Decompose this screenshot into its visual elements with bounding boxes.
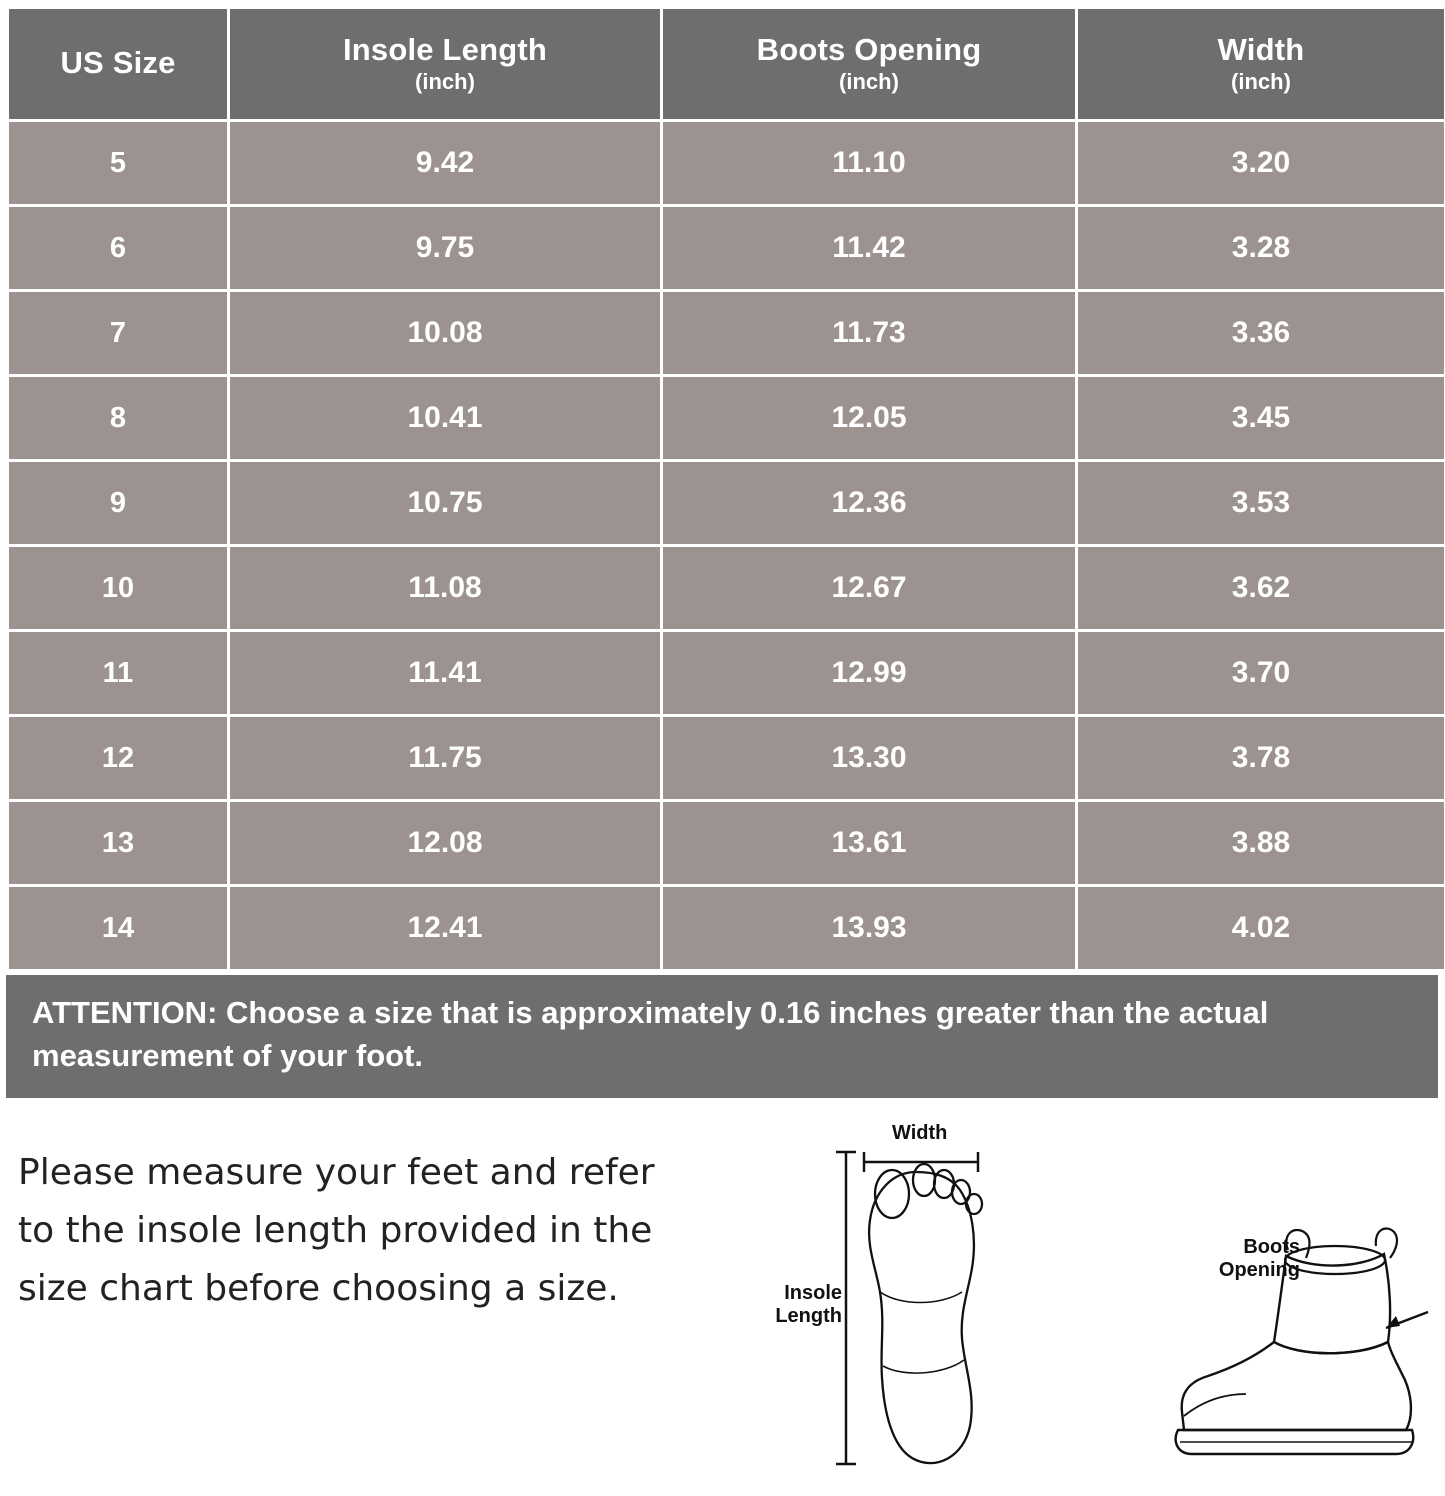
cell-boots-opening: 13.93 <box>663 887 1075 969</box>
table-row <box>9 377 1444 459</box>
cell-insole-length: 9.42 <box>230 122 660 204</box>
cell-width: 3.28 <box>1078 207 1444 289</box>
table-row <box>9 887 1444 969</box>
table-row <box>9 802 1444 884</box>
insole-length-label-line1: Insole <box>784 1281 842 1304</box>
column-header-title: Boots Opening <box>756 31 982 67</box>
cell-width: 3.36 <box>1078 292 1444 374</box>
cell-us-size: 10 <box>9 547 227 629</box>
cell-us-size: 12 <box>9 717 227 799</box>
cell-boots-opening: 12.36 <box>663 462 1075 544</box>
cell-us-size: 9 <box>9 462 227 544</box>
cell-insole-length: 9.75 <box>230 207 660 289</box>
cell-width: 3.53 <box>1078 462 1444 544</box>
bottom-section <box>0 1116 1445 1496</box>
column-header-width <box>1078 9 1444 119</box>
cell-width: 3.78 <box>1078 717 1444 799</box>
cell-width: 4.02 <box>1078 887 1444 969</box>
column-header-title: Width <box>1217 31 1305 67</box>
table-row <box>9 632 1444 714</box>
cell-insole-length: 10.75 <box>230 462 660 544</box>
size-chart-page <box>0 6 1445 1496</box>
cell-width: 3.88 <box>1078 802 1444 884</box>
cell-insole-length: 10.41 <box>230 377 660 459</box>
table-row <box>9 547 1444 629</box>
cell-insole-length: 11.08 <box>230 547 660 629</box>
table-header-row <box>9 9 1444 119</box>
cell-boots-opening: 11.42 <box>663 207 1075 289</box>
width-label: Width <box>892 1121 948 1144</box>
column-header-us-size <box>9 9 227 119</box>
cell-width: 3.45 <box>1078 377 1444 459</box>
table-header <box>9 9 1444 119</box>
insole-length-label-line2: Length <box>775 1304 842 1327</box>
table-body <box>9 122 1444 969</box>
attention-banner: ATTENTION: Choose a size that is approximately 0.16 inches greater than the actual measurement of your foot. <box>6 975 1438 1098</box>
measure-instructions: Please measure your feet and refer to the insole length provided in the size chart before choosing a size. <box>18 1151 655 1310</box>
table-row <box>9 462 1444 544</box>
table-row <box>9 122 1444 204</box>
foot-diagram <box>740 1116 1040 1476</box>
cell-width: 3.70 <box>1078 632 1444 714</box>
boots-opening-label-line1: Boots <box>1243 1235 1300 1258</box>
cell-boots-opening: 11.10 <box>663 122 1075 204</box>
column-header-boots-opening <box>663 9 1075 119</box>
table-row <box>9 207 1444 289</box>
cell-boots-opening: 13.61 <box>663 802 1075 884</box>
boot-diagram <box>1170 1216 1440 1476</box>
cell-us-size: 6 <box>9 207 227 289</box>
size-chart-table <box>6 6 1445 972</box>
column-header-unit: (inch) <box>839 68 899 94</box>
cell-width: 3.62 <box>1078 547 1444 629</box>
cell-insole-length: 10.08 <box>230 292 660 374</box>
cell-boots-opening: 12.99 <box>663 632 1075 714</box>
cell-insole-length: 11.41 <box>230 632 660 714</box>
boots-opening-label-line2: Opening <box>1218 1258 1300 1281</box>
column-header-unit: (inch) <box>1231 68 1291 94</box>
cell-boots-opening: 13.30 <box>663 717 1075 799</box>
boots-opening-label <box>1200 1236 1300 1282</box>
cell-boots-opening: 12.05 <box>663 377 1075 459</box>
cell-us-size: 14 <box>9 887 227 969</box>
column-header-unit: (inch) <box>415 68 475 94</box>
cell-us-size: 11 <box>9 632 227 714</box>
cell-insole-length: 11.75 <box>230 717 660 799</box>
cell-boots-opening: 11.73 <box>663 292 1075 374</box>
cell-width: 3.20 <box>1078 122 1444 204</box>
cell-insole-length: 12.41 <box>230 887 660 969</box>
cell-insole-length: 12.08 <box>230 802 660 884</box>
cell-us-size: 5 <box>9 122 227 204</box>
insole-length-label <box>746 1282 842 1328</box>
cell-us-size: 13 <box>9 802 227 884</box>
column-header-title: Insole Length <box>342 31 548 67</box>
table-row <box>9 717 1444 799</box>
cell-us-size: 8 <box>9 377 227 459</box>
column-header-insole-length <box>230 9 660 119</box>
column-header-title: US Size <box>60 45 176 81</box>
table-row <box>9 292 1444 374</box>
cell-boots-opening: 12.67 <box>663 547 1075 629</box>
cell-us-size: 7 <box>9 292 227 374</box>
